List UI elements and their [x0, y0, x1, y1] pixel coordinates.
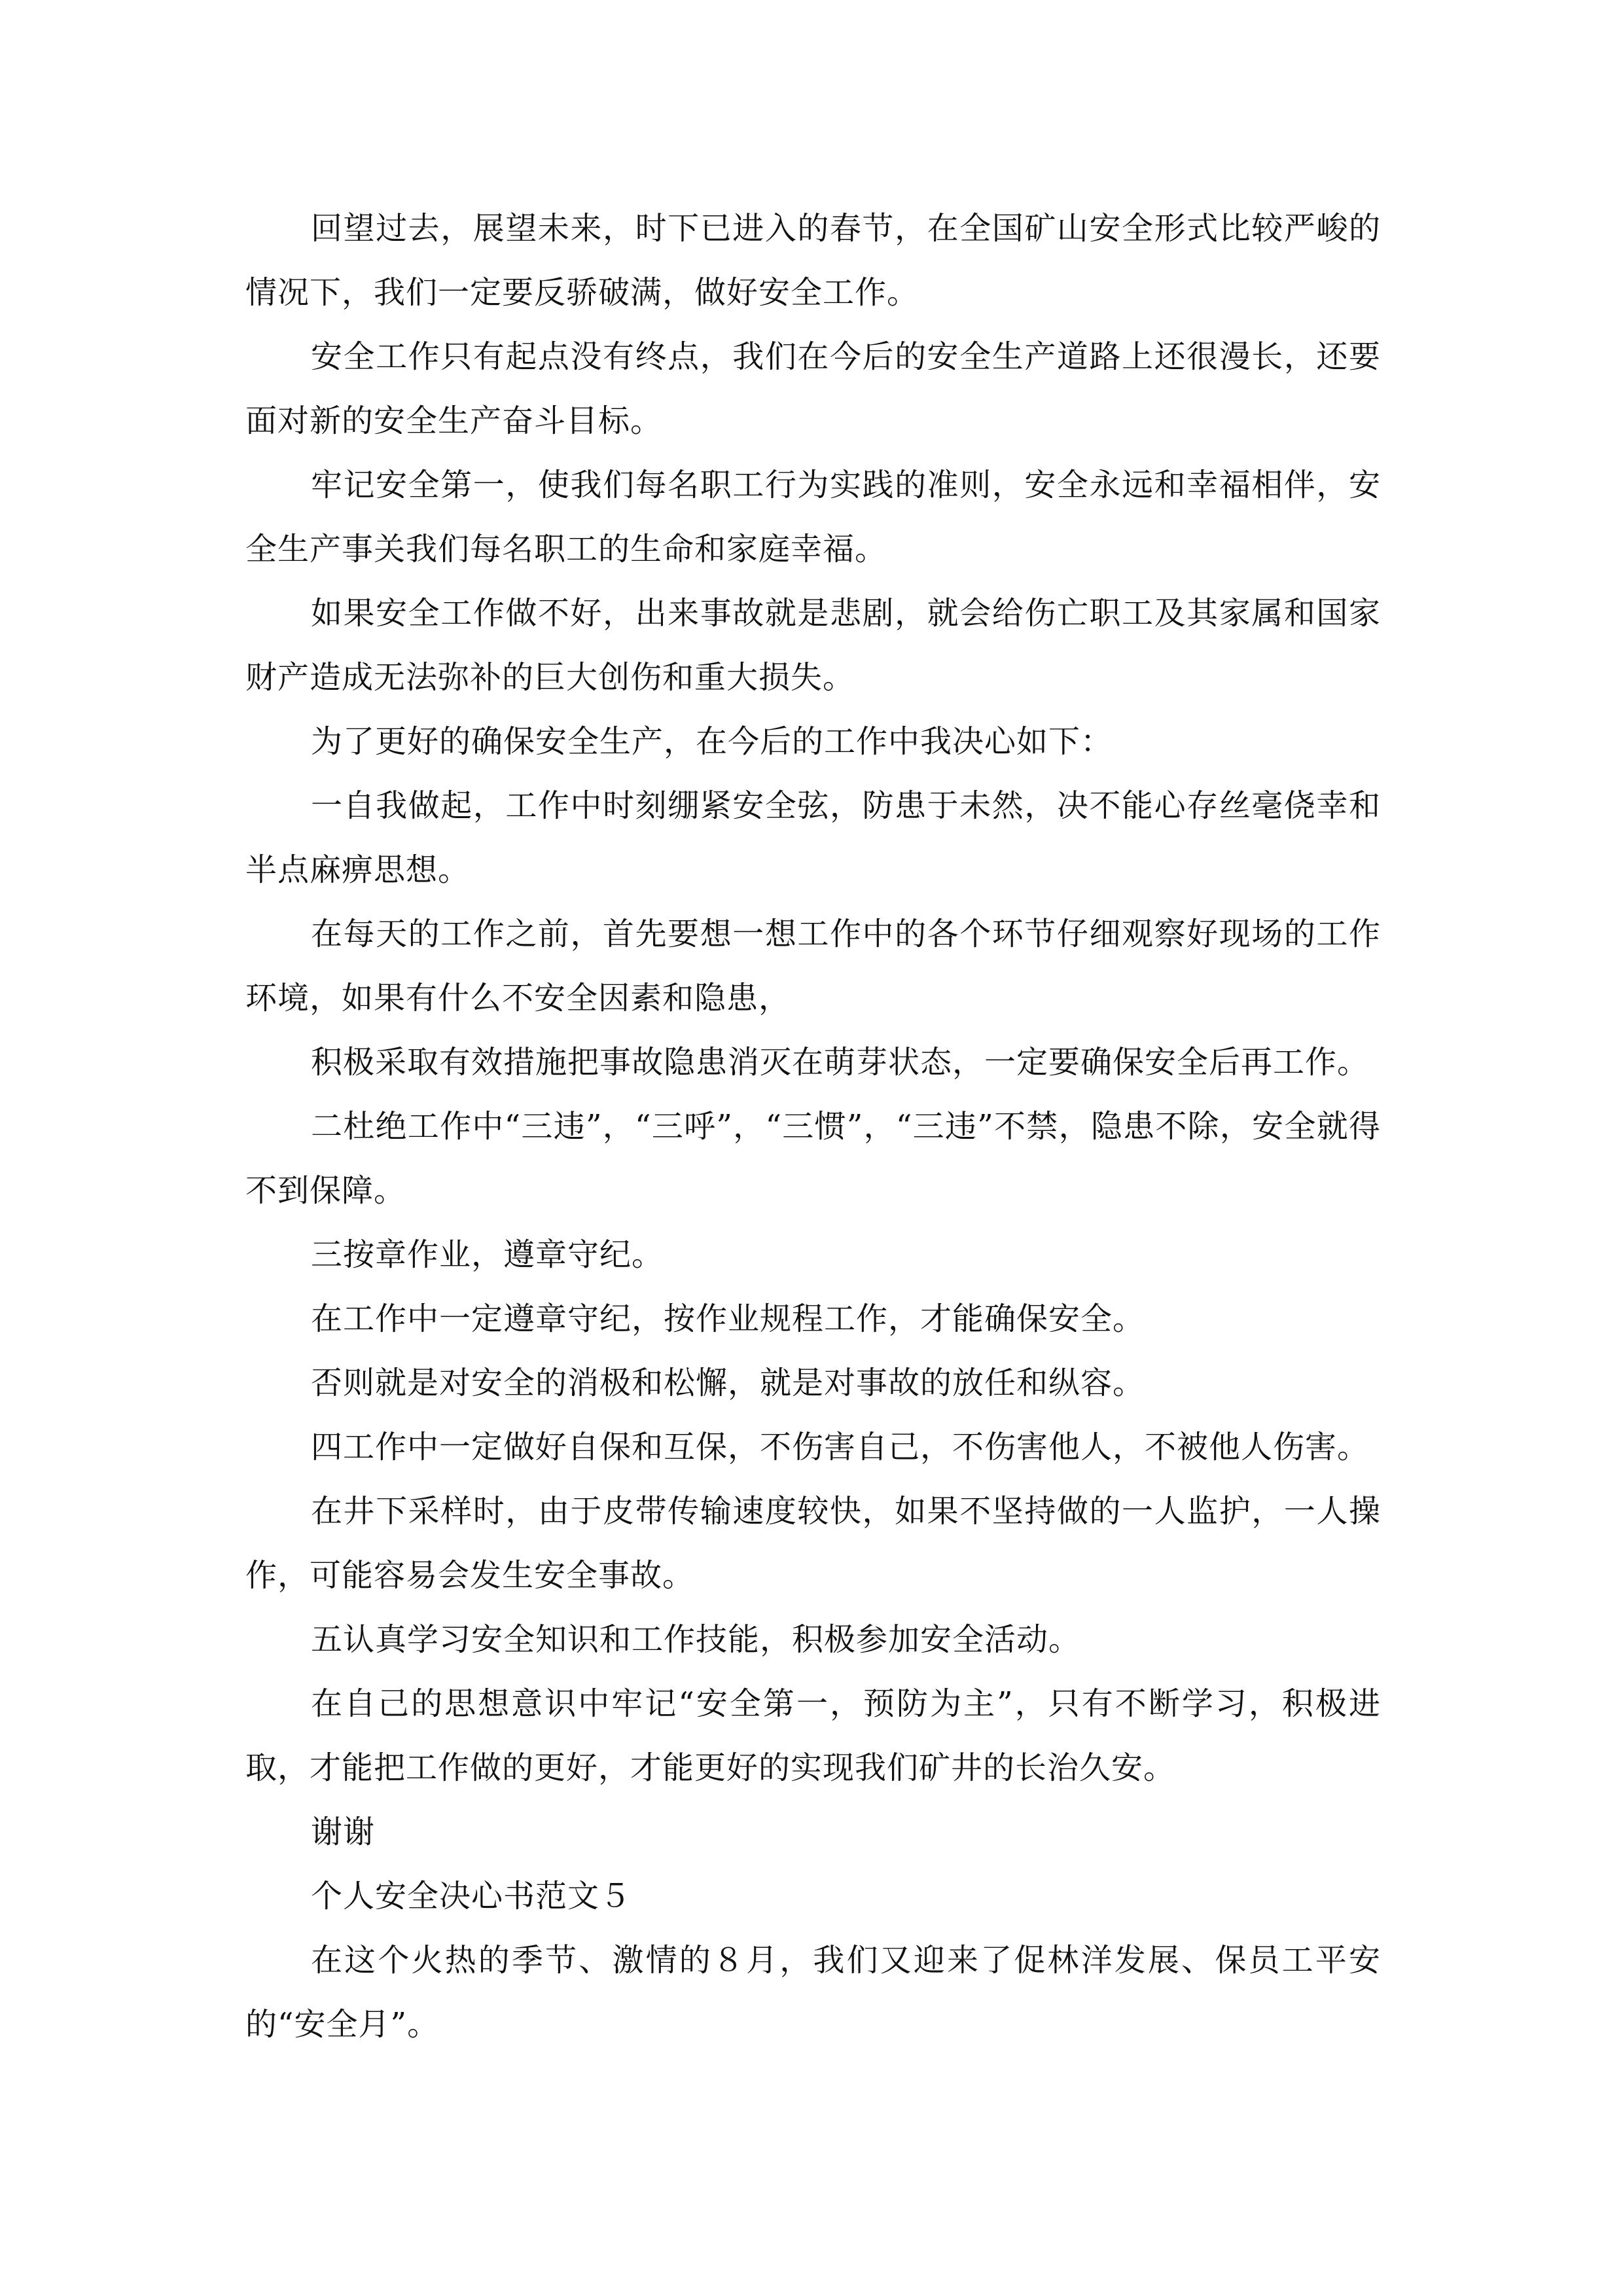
paragraph: 五认真学习安全知识和工作技能，积极参加安全活动。 [311, 1621, 1081, 1658]
paragraph: 积极采取有效措施把事故隐患消灭在萌芽状态，一定要确保安全后再工作。 [311, 1044, 1370, 1081]
document-body [245, 196, 1381, 2056]
paragraph: 在工作中一定遵章守纪，按作业规程工作，才能确保安全。 [311, 1300, 1145, 1337]
paragraph: 否则就是对安全的消极和松懈，就是对事故的放任和纵容。 [311, 1365, 1145, 1401]
paragraph: 在井下采样时，由于皮带传输速度较快，如果不坚持做的一人监护，一人操作，可能容易会发生安全事故。 [245, 1493, 1381, 1594]
paragraph: 回望过去，展望未来，时下已进入的春节，在全国矿山安全形式比较严峻的情况下，我们一定要反骄破满，做好安全工作。 [245, 210, 1381, 311]
paragraph: 安全工作只有起点没有终点，我们在今后的安全生产道路上还很漫长，还要面对新的安全生产奋斗目标。 [245, 338, 1381, 439]
paragraph: 在每天的工作之前，首先要想一想工作中的各个环节仔细观察好现场的工作环境，如果有什么不安全因素和隐患， [245, 916, 1381, 1016]
closing-line: 谢谢 [311, 1814, 376, 1850]
paragraph: 如果安全工作做不好，出来事故就是悲剧，就会给伤亡职工及其家属和国家财产造成无法弥补的巨大创伤和重大损失。 [245, 595, 1381, 696]
paragraph: 二杜绝工作中“三违”，“三呼”，“三惯”，“三违”不禁，隐患不除，安全就得不到保障。 [245, 1108, 1381, 1209]
paragraph: 一自我做起，工作中时刻绷紧安全弦，防患于未然，决不能心存丝毫侥幸和半点麻痹思想。 [245, 787, 1381, 888]
paragraph: 三按章作业，遵章守纪。 [311, 1236, 664, 1273]
paragraph: 四工作中一定做好自保和互保，不伤害自己，不伤害他人，不被他人伤害。 [311, 1429, 1370, 1465]
paragraph: 为了更好的确保安全生产，在今后的工作中我决心如下： [311, 723, 1113, 760]
paragraph: 牢记安全第一，使我们每名职工行为实践的准则，安全永远和幸福相伴，安全生产事关我们每名职工的生命和家庭幸福。 [245, 467, 1381, 567]
section-heading: 个人安全决心书范文５ [311, 1878, 632, 1914]
paragraph: 在自己的思想意识中牢记“安全第一，预防为主”，只有不断学习，积极进取，才能把工作做的更好，才能更好的实现我们矿井的长治久安。 [245, 1685, 1381, 1786]
paragraph: 在这个火热的季节、激情的８月，我们又迎来了促林洋发展、保员工平安的“安全月”。 [245, 1942, 1381, 2043]
